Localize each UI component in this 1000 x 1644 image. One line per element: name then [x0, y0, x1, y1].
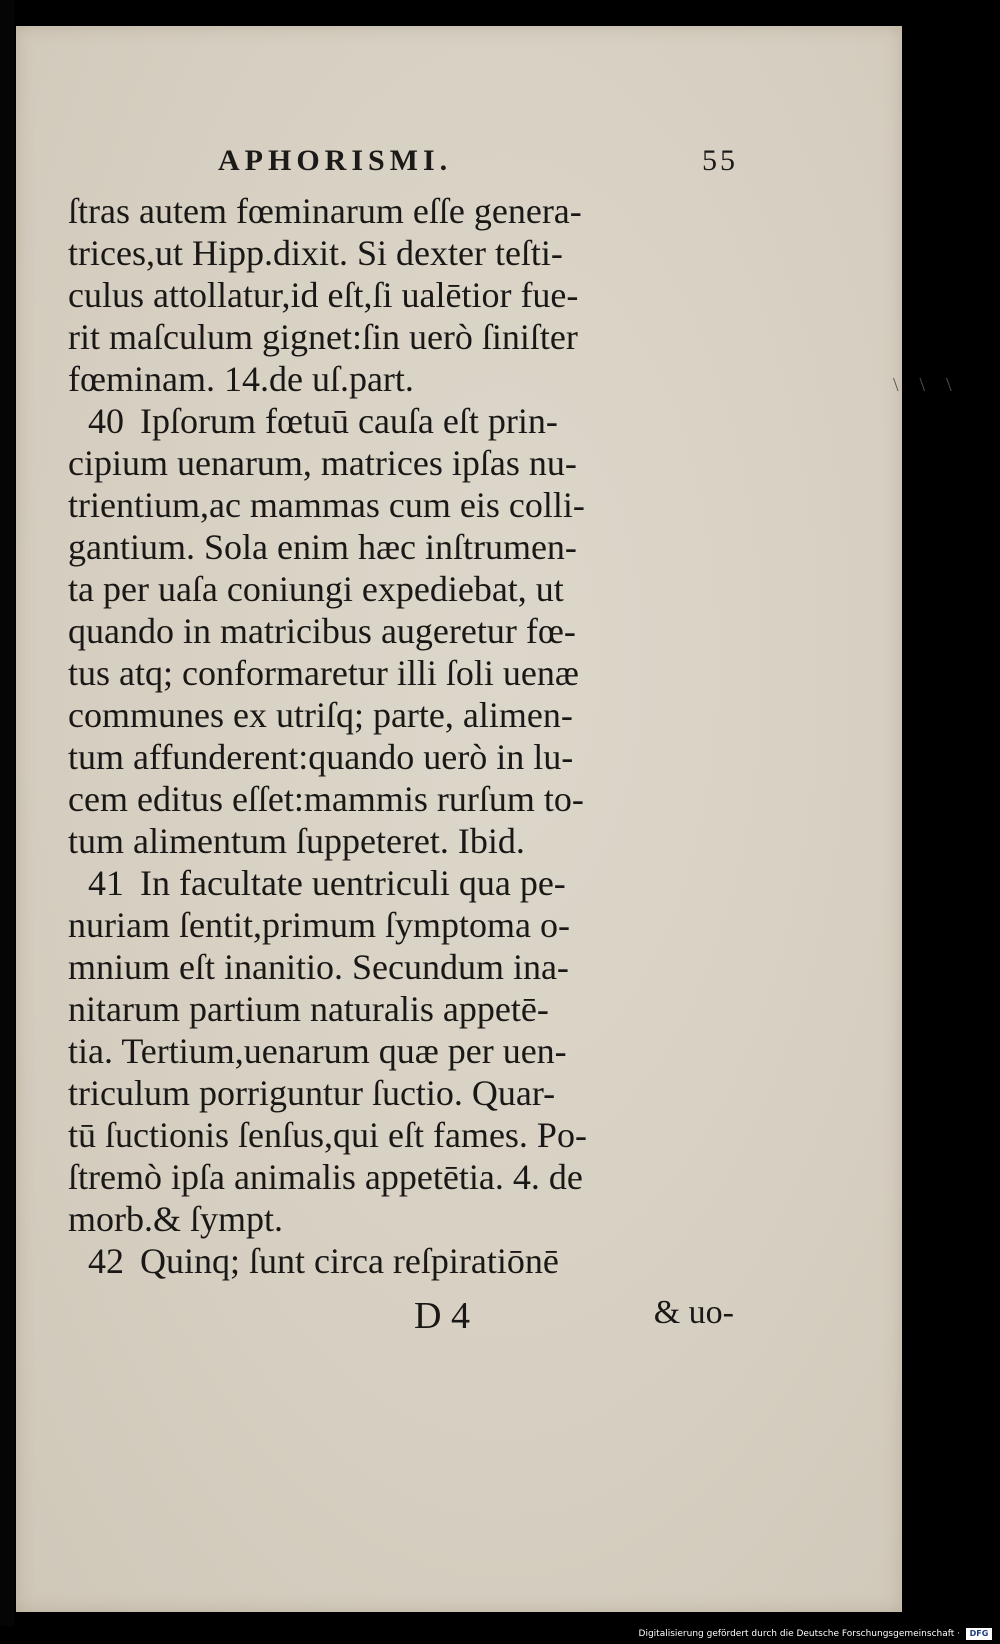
margin-marks: \ \ \ — [893, 374, 960, 396]
line-text: In facultate uentriculi qua pe- — [140, 863, 566, 903]
text-line — [68, 526, 748, 568]
digitization-credit: Digitalisierung gefördert durch die Deutsche Forschungsgemeinschaft · — [638, 1629, 960, 1639]
line-text: tum alimentum ſuppeteret. Ibid. — [68, 821, 525, 861]
text-line — [68, 358, 748, 400]
line-text: Quinq; ſunt circa reſpiratiōnē — [140, 1241, 559, 1281]
line-text: morb.& ſympt. — [68, 1199, 283, 1239]
text-line — [68, 1114, 748, 1156]
text-line — [68, 736, 748, 778]
text-line — [68, 1156, 748, 1198]
text-line — [68, 1072, 748, 1114]
text-line — [68, 652, 748, 694]
page-footer-marks — [414, 1294, 734, 1338]
text-line — [68, 1030, 748, 1072]
text-line — [68, 610, 748, 652]
line-text: tum affunderent:quando uerò in lu- — [68, 737, 574, 777]
line-text: ſtremò ipſa animalis appetētia. 4. de — [68, 1157, 583, 1197]
text-line — [68, 694, 748, 736]
line-text: communes ex utriſq; parte, alimen- — [68, 695, 573, 735]
line-text: nitarum partium naturalis appetē- — [68, 989, 549, 1029]
line-text: trices,ut Hipp.dixit. Si dexter teſti- — [68, 233, 563, 273]
aphorism-start-line — [68, 862, 748, 904]
body-text — [68, 190, 748, 1282]
line-text: tū ſuctionis ſenſus,qui eſt fames. Po- — [68, 1115, 587, 1155]
line-text: tus atq; conformaretur illi ſoli uenæ — [68, 653, 579, 693]
line-text: triculum porriguntur ſuctio. Quar- — [68, 1073, 556, 1113]
aphorism-number: 41 — [88, 863, 124, 903]
text-line — [68, 316, 748, 358]
line-text: quando in matricibus augeretur fœ- — [68, 611, 576, 651]
text-line — [68, 904, 748, 946]
text-line — [68, 274, 748, 316]
text-line — [68, 820, 748, 862]
text-line — [68, 568, 748, 610]
line-text: rit maſculum gignet:ſin uerò ſiniſter — [68, 317, 578, 357]
line-text: trientium,ac mammas cum eis colli- — [68, 485, 585, 525]
line-text: nuriam ſentit,primum ſymptoma o- — [68, 905, 570, 945]
text-line — [68, 484, 748, 526]
line-text: Ipſorum fœtuū cauſa eſt prin- — [140, 401, 558, 441]
book-gutter-edge — [0, 0, 14, 1644]
line-text: fœminam. 14.de uſ.part. — [68, 359, 414, 399]
page-header — [218, 144, 738, 184]
text-line — [68, 1198, 748, 1240]
aphorism-number: 40 — [88, 401, 124, 441]
catchword: & uo- — [653, 1294, 734, 1331]
aphorism-number: 42 — [88, 1241, 124, 1281]
line-text: ſtras autem fœminarum eſſe genera- — [68, 191, 582, 231]
signature-mark: D 4 — [414, 1295, 470, 1337]
line-text: culus attollatur,id eſt,ſi ualētior fue- — [68, 275, 579, 315]
text-line — [68, 778, 748, 820]
page-content — [16, 26, 902, 1612]
line-text: cem editus eſſet:mammis rurſum to- — [68, 779, 584, 819]
text-line — [68, 442, 748, 484]
book-page — [16, 26, 902, 1612]
line-text: tia. Tertium,uenarum quæ per uen- — [68, 1031, 567, 1071]
page-number: 55 — [702, 144, 738, 177]
text-line — [68, 190, 748, 232]
line-text: cipium uenarum, matrices ipſas nu- — [68, 443, 577, 483]
dfg-logo: DFG — [966, 1628, 992, 1640]
text-line — [68, 946, 748, 988]
line-text: gantium. Sola enim hæc inſtrumen- — [68, 527, 577, 567]
text-line — [68, 988, 748, 1030]
line-text: ta per uaſa coniungi expediebat, ut — [68, 569, 564, 609]
line-text: mnium eſt inanitio. Secundum ina- — [68, 947, 569, 987]
text-line — [68, 232, 748, 274]
running-title: APHORISMI. — [218, 144, 453, 177]
aphorism-start-line — [68, 400, 748, 442]
aphorism-start-line — [68, 1240, 748, 1282]
